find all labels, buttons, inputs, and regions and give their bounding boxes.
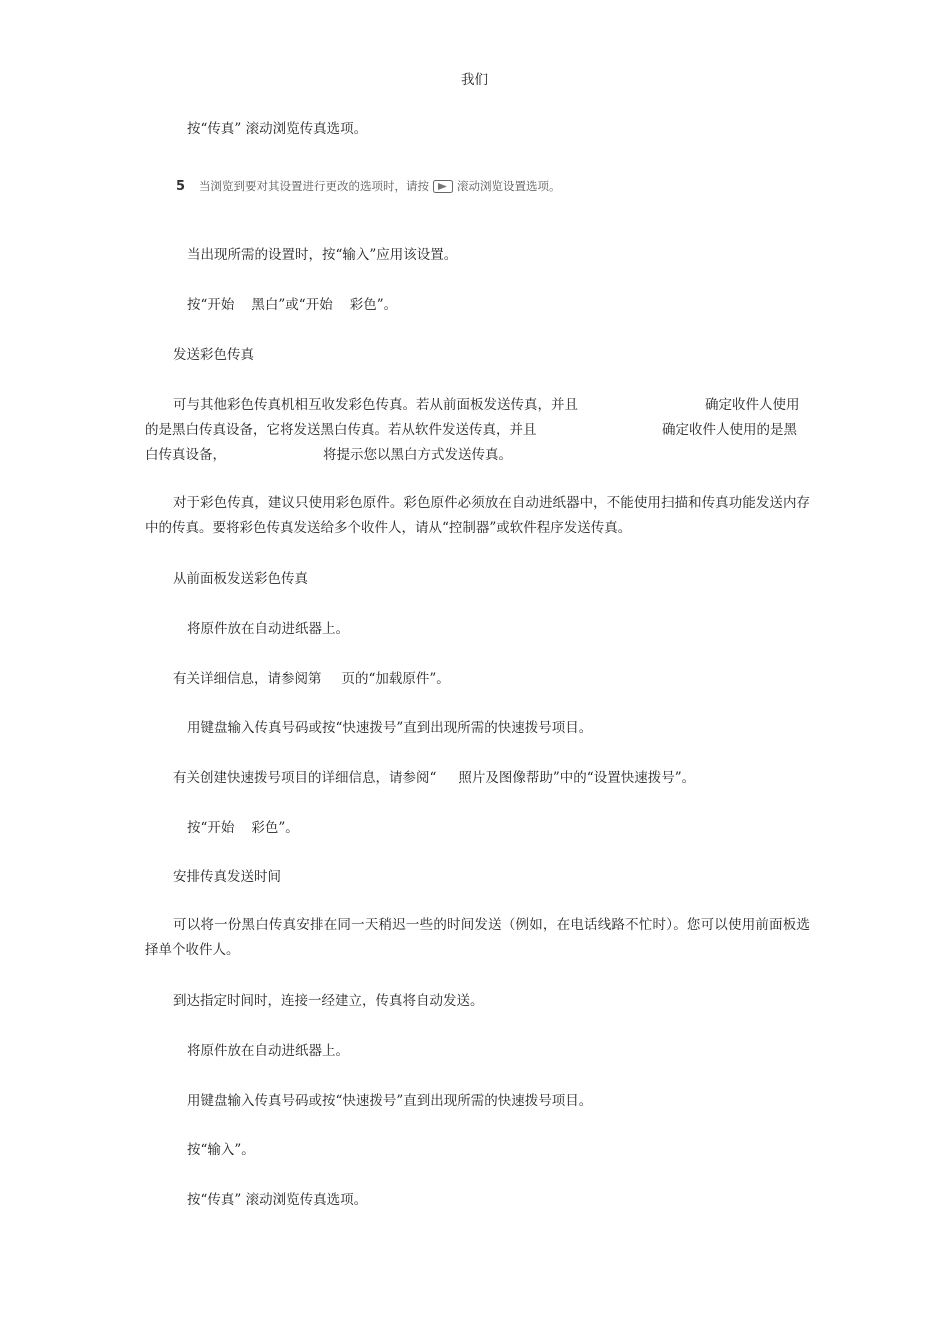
step-press-enter: 按“输入”。 [187, 1142, 255, 1158]
step-5-text-before: 当浏览到要对其设置进行更改的选项时，请按 [199, 179, 430, 193]
arrow-button-icon [433, 180, 453, 193]
step-number: 5 [176, 178, 186, 194]
step-press-fax: 按“传真” 滚动浏览传真选项。 [187, 121, 368, 137]
start-bw-a: 按“开始 [187, 297, 235, 313]
para-auto-send: 到达指定时间时，连接一经建立，传真将自动发送。 [173, 993, 484, 1009]
note-1-a: 有关详细信息，请参阅第 [173, 671, 322, 687]
note-2-b: 照片及图像帮助”中的“设置快速拨号”。 [458, 770, 696, 786]
step-load-original-2: 将原件放在自动进纸器上。 [187, 1043, 349, 1059]
step-load-original: 将原件放在自动进纸器上。 [187, 621, 349, 637]
start-bw-b: 黑白”或“开始 [251, 297, 333, 313]
step-5-text-after: 滚动浏览设置选项。 [457, 179, 561, 193]
step-apply-setting: 当出现所需的设置时，按“输入”应用该设置。 [187, 247, 458, 263]
para-color-originals: 对于彩色传真，建议只使用彩色原件。彩色原件必须放在自动进纸器中，不能使用扫描和传真功能发送内存中的传真。要将彩色传真发送给多个收件人，请从“控制器”或软件程序发送传真。 [145, 495, 810, 536]
heading-schedule: 安排传真发送时间 [173, 869, 281, 885]
note-load-original [173, 669, 450, 689]
note-2-a: 有关创建快速拨号项目的详细信息，请参阅“ [173, 770, 437, 786]
para-1-a: 可与其他彩色传真机相互收发彩色传真。若从前面板发送传真，并且 [173, 397, 578, 413]
para-1-line-3: 白传真设备， [145, 447, 226, 463]
para-1-line-3b: 将提示您以黑白方式发送传真。 [323, 447, 512, 463]
step-enter-number-2: 用键盘输入传真号码或按“快速拨号”直到出现所需的快速拨号项目。 [187, 1093, 593, 1109]
heading-send-color-fax: 发送彩色传真 [173, 347, 254, 363]
para-schedule: 可以将一份黑白传真安排在同一天稍迟一些的时间发送（例如，在电话线路不忙时）。您可以使用前面板选择单个收件人。 [145, 917, 810, 958]
step-5-figure [176, 176, 561, 196]
start-color-b: 彩色”。 [251, 820, 299, 836]
para-1-line-2: 的是黑白传真设备，它将发送黑白传真。若从软件发送传真，并且 [145, 422, 537, 438]
heading-front-panel: 从前面板发送彩色传真 [173, 571, 308, 587]
para-1-line-1b: 确定收件人使用 [705, 397, 800, 413]
start-bw-c: 彩色”。 [349, 297, 398, 313]
step-press-start-color [187, 818, 299, 838]
note-1-b: 页的“加载原件”。 [341, 671, 450, 687]
step-press-start [187, 295, 397, 315]
step-press-fax-2: 按“传真” 滚动浏览传真选项。 [187, 1192, 368, 1208]
page-title: 我们 [461, 72, 488, 88]
start-color-a: 按“开始 [187, 820, 235, 836]
para-1-line-1 [173, 395, 578, 415]
step-enter-number: 用键盘输入传真号码或按“快速拨号”直到出现所需的快速拨号项目。 [187, 720, 593, 736]
note-speed-dial [173, 768, 695, 788]
para-1-line-2b: 确定收件人使用的是黑 [662, 422, 797, 438]
